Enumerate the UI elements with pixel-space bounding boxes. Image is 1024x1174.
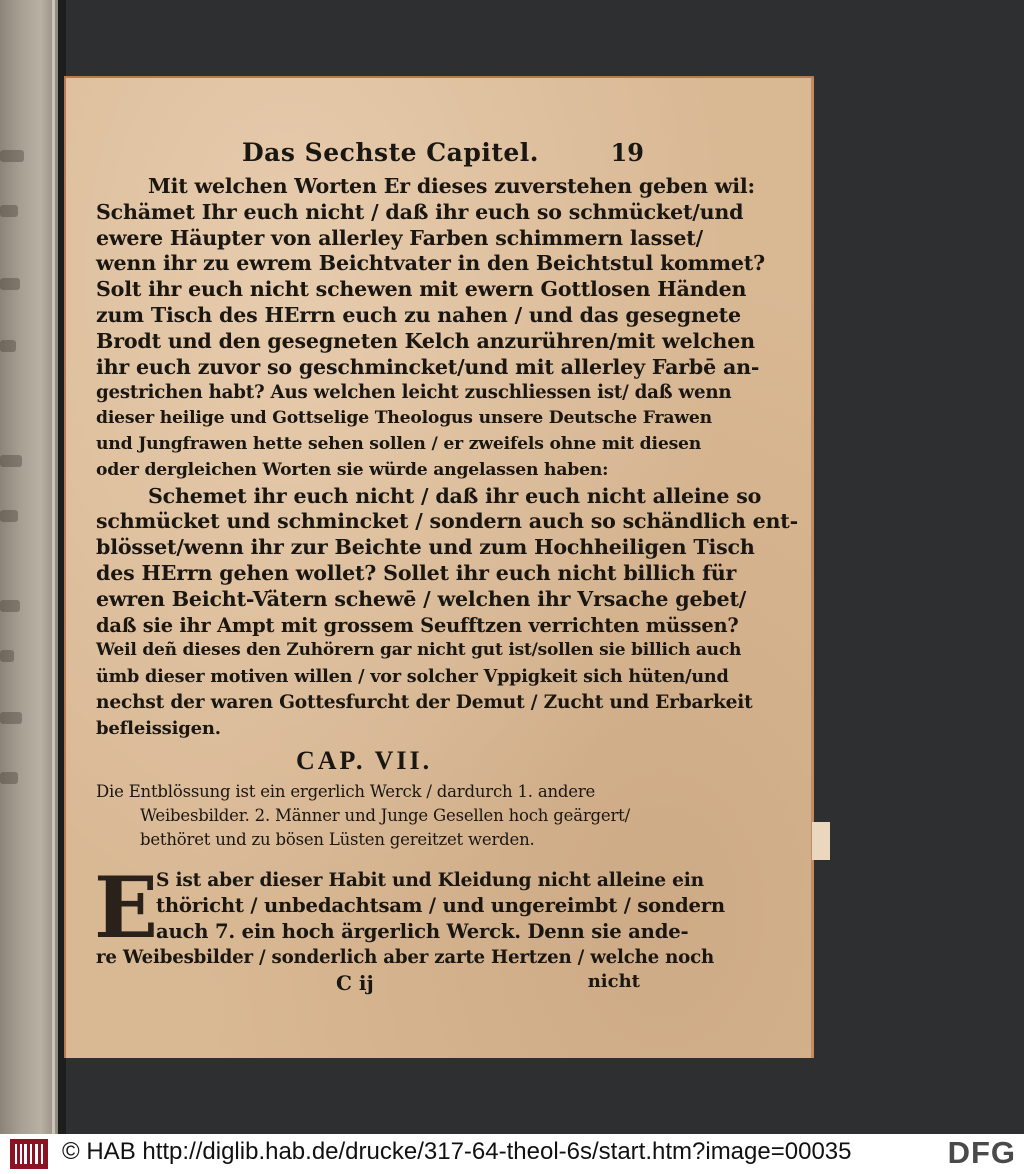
running-head: Das Sechste Capitel. xyxy=(242,138,539,167)
page-header xyxy=(96,138,644,174)
text-line: Weil deñ dieses den Zuhörern gar nicht gut ist/sollen sie billich auch xyxy=(96,640,742,661)
text-line: ümb dieser motiven willen / vor solcher Vppigkeit sich hüten/und xyxy=(96,666,729,688)
ghost-text-mark xyxy=(0,600,20,612)
barcode-icon xyxy=(10,1139,48,1169)
ghost-text-mark xyxy=(0,340,16,352)
text-line: ewere Häupter von allerley Farben schimmern lasset/ xyxy=(96,225,703,250)
text-line: wenn ihr zu ewrem Beichtvater in den Beichtstul kommet? xyxy=(96,251,765,276)
text-line: des HErrn gehen wollet? Sollet ihr euch nicht billich für xyxy=(96,560,737,585)
ghost-text-mark xyxy=(0,650,14,662)
previous-page-edge xyxy=(0,0,58,1134)
text-line: schmücket und schmincket / sondern auch so schändlich ent- xyxy=(96,509,798,534)
text-line: Schemet ihr euch nicht / daß ihr euch nicht alleine so xyxy=(148,483,762,508)
page-footer xyxy=(96,971,644,999)
page-edge-highlight xyxy=(52,0,55,1134)
text-line: daß sie ihr Ampt mit grossem Seufftzen verrichten müssen? xyxy=(96,613,739,637)
summary-line: Die Entblössung ist ein ergerlich Werck / dardurch 1. andere xyxy=(96,781,596,801)
text-line: befleissigen. xyxy=(96,717,221,739)
ghost-text-mark xyxy=(0,772,18,784)
text-line: thöricht / unbedachtsam / und ungereimbt / sondern xyxy=(156,894,725,918)
ghost-text-mark xyxy=(0,150,24,162)
text-line: ewren Beicht-Vätern schewē / welchen ihr Vrsache gebet/ xyxy=(96,586,747,611)
text-line: ihr euch zuvor so geschmincket/und mit allerley Farbē an- xyxy=(96,354,760,379)
ghost-text-mark xyxy=(0,712,22,724)
text-line: zum Tisch des HErrn euch zu nahen / und das gesegnete xyxy=(96,302,741,327)
text-line: Solt ihr euch nicht schewen mit ewern Gottlosen Händen xyxy=(96,277,747,302)
dfg-logo: DFG xyxy=(947,1135,1016,1170)
text-line: nechst der waren Gottesfurcht der Demut / Zucht und Erbarkeit xyxy=(96,691,753,713)
catchword: nicht xyxy=(587,970,640,992)
page-number: 19 xyxy=(610,138,644,167)
summary-line: bethöret und zu bösen Lüsten gereitzet werden. xyxy=(140,829,535,849)
initial-letter: E xyxy=(94,857,159,957)
chapter-summary xyxy=(96,780,644,852)
text-line: S ist aber dieser Habit und Kleidung nicht alleine ein xyxy=(156,869,704,891)
ghost-text-mark xyxy=(0,278,20,290)
text-line: Brodt und den gesegneten Kelch anzurühren/mit welchen xyxy=(96,328,755,353)
text-line: oder dergleichen Worten sie würde angelassen haben: xyxy=(96,459,609,480)
page-tab-marker xyxy=(812,822,830,860)
signature-mark: C ij xyxy=(336,970,374,995)
summary-line: Weibesbilder. 2. Männer und Junge Gesellen hoch geärgert/ xyxy=(140,805,630,825)
text-line: blösset/wenn ihr zur Beichte und zum Hochheiligen Tisch xyxy=(96,535,755,560)
paragraph-1 xyxy=(96,174,765,484)
ghost-text-mark xyxy=(0,510,18,522)
ghost-text-mark xyxy=(0,455,22,467)
attribution-bar xyxy=(0,1134,1024,1174)
text-line: und Jungfrawen hette sehen sollen / er zweifels ohne mit diesen xyxy=(96,433,702,454)
page-text xyxy=(94,138,798,999)
text-line: Mit welchen Worten Er dieses zuverstehen geben wil: xyxy=(148,174,755,198)
text-line: re Weibesbilder / sonderlich aber zarte Hertzen / welche noch xyxy=(96,946,715,968)
chapter-title: CAP. VII. xyxy=(296,745,433,775)
source-link[interactable]: © HAB http://diglib.hab.de/drucke/317-64-theol-6s/start.htm?image=00035 xyxy=(62,1138,852,1165)
text-line: Schämet Ihr euch nicht / daß ihr euch so schmücket/und xyxy=(96,199,744,224)
chapter-body xyxy=(94,857,725,971)
text-line: gestrichen habt? Aus welchen leicht zuschliessen ist/ daß wenn xyxy=(96,382,732,404)
text-line: dieser heilige und Gottselige Theologus unsere Deutsche Frawen xyxy=(96,408,712,429)
ghost-text-mark xyxy=(0,205,18,217)
paragraph-2 xyxy=(96,483,798,742)
text-line: auch 7. ein hoch ärgerlich Werck. Denn sie ande- xyxy=(156,920,689,944)
